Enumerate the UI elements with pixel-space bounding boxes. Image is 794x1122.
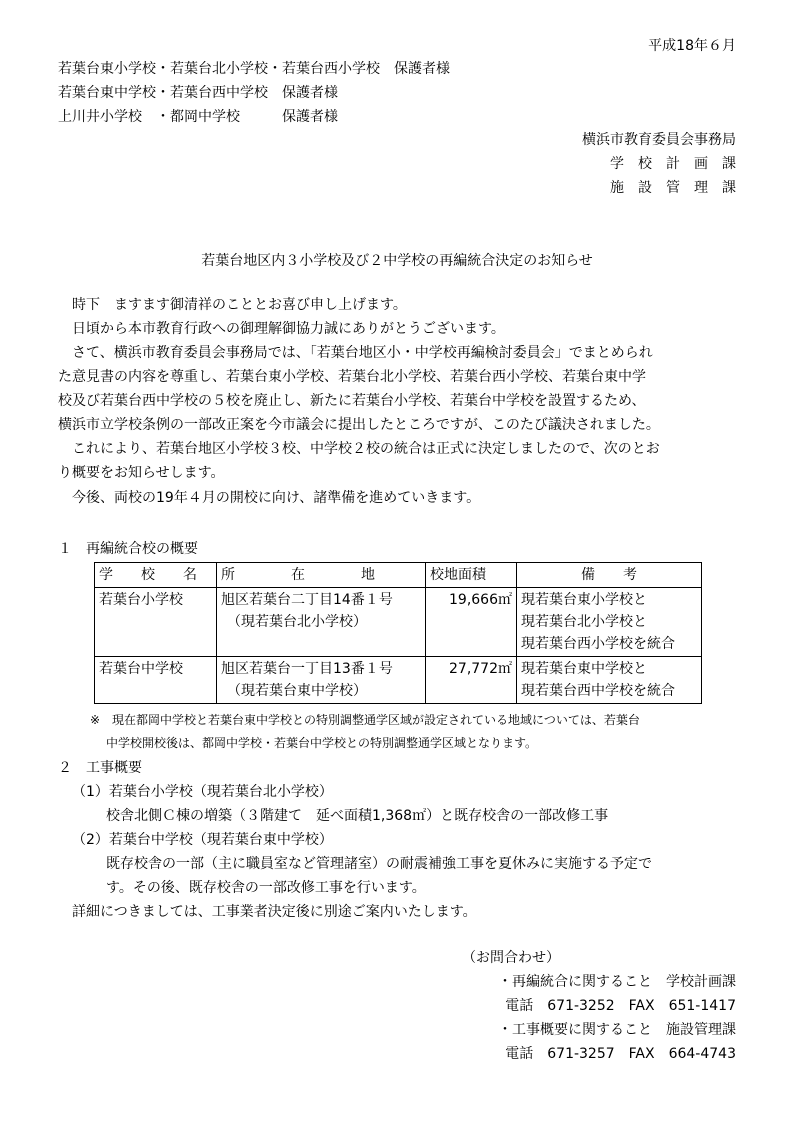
note-line: 現若葉台西中学校を統合 (521, 683, 675, 699)
section-2-heading: ２ 工事概要 (58, 760, 142, 776)
work-item-1-text: 校舎北側Ｃ棟の増築（３階建て 延べ面積1,368㎡）と既存校舎の一部改修工事 (106, 808, 609, 824)
header-school-name: 学 校 名 (95, 563, 217, 588)
recipient-line-2: 若葉台東中学校・若葉台西中学校 保護者様 (58, 85, 338, 101)
body-line: さて、横浜市教育委員会事務局では、「若葉台地区小・中学校再編検討委員会」でまとめられ (58, 345, 653, 361)
contact-line-1: ・再編統合に関すること 学校計画課 (498, 974, 736, 990)
header-area: 校地面積 (426, 563, 517, 588)
body-line: 横浜市立学校条例の一部改正案を今市議会に提出したところですが、このたび議決されました。 (58, 417, 660, 433)
table-row (95, 588, 702, 657)
document-title: 若葉台地区内３小学校及び２中学校の再編統合決定のお知らせ (201, 253, 593, 269)
body-line: 今後、両校の19年４月の開校に向け、諸準備を進めていきます。 (58, 490, 481, 506)
work-item-2-title: （2）若葉台中学校（現若葉台東中学校） (72, 832, 333, 848)
school-note (517, 657, 702, 704)
sender-dept-1: 学 校 計 画 課 (610, 156, 736, 172)
school-note (517, 588, 702, 657)
work-item-2-text-2: す。その後、既存校舎の一部改修工事を行います。 (106, 880, 426, 896)
school-address (217, 588, 426, 657)
header-address: 所 在 地 (217, 563, 426, 588)
site-area: 19,666㎡ (426, 588, 517, 657)
note-line: 現若葉台西小学校を統合 (521, 636, 675, 652)
overview-table (94, 562, 702, 704)
header-note: 備 考 (517, 563, 702, 588)
address-line: 旭区若葉台二丁目14番１号 (221, 592, 393, 608)
table-row (95, 657, 702, 704)
body-line: 時下 ますます御清祥のこととお喜び申し上げます。 (58, 297, 407, 313)
address-line: （現若葉台北小学校） (227, 614, 367, 630)
note-line: 現若葉台北小学校と (521, 614, 647, 630)
footnote-line-1: ※ 現在都岡中学校と若葉台東中学校との特別調整通学区域が設定されている地域については、若葉台 (90, 713, 640, 727)
address-line: （現若葉台東中学校） (227, 683, 367, 699)
body-line: 日頃から本市教育行政への御理解御協力誠にありがとうございます。 (58, 321, 505, 337)
body-line: 校及び若葉台西中学校の５校を廃止し、新たに若葉台小学校、若葉台中学校を設置するため、 (58, 393, 646, 409)
body-line: た意見書の内容を尊重し、若葉台東小学校、若葉台北小学校、若葉台西小学校、若葉台東中学 (58, 369, 646, 385)
closing-text: 詳細につきましては、工事業者決定後に別途ご案内いたします。 (72, 904, 477, 920)
note-line: 現若葉台東中学校と (521, 661, 647, 677)
section-1-heading: １ 再編統合校の概要 (58, 541, 198, 557)
contact-heading: （お問合わせ） (462, 950, 560, 966)
recipient-line-3: 上川井小学校 ・都岡中学校 保護者様 (58, 109, 338, 125)
recipient-line-1: 若葉台東小学校・若葉台北小学校・若葉台西小学校 保護者様 (58, 61, 450, 77)
school-name: 若葉台中学校 (95, 657, 217, 704)
body-line: り概要をお知らせします。 (58, 465, 225, 481)
contact-line-2: 電話 671-3252 FAX 651-1417 (505, 998, 736, 1014)
address-line: 旭区若葉台一丁目13番１号 (221, 661, 393, 677)
site-area: 27,772㎡ (426, 657, 517, 704)
work-item-2-text-1: 既存校舎の一部（主に職員室など管理諸室）の耐震補強工事を夏休みに実施する予定で (106, 856, 652, 872)
sender-org: 横浜市教育委員会事務局 (582, 132, 736, 148)
contact-line-4: 電話 671-3257 FAX 664-4743 (505, 1046, 736, 1062)
school-address (217, 657, 426, 704)
contact-line-3: ・工事概要に関すること 施設管理課 (498, 1022, 736, 1038)
date: 平成18年６月 (648, 38, 736, 54)
body-line: これにより、若葉台地区小学校３校、中学校２校の統合は正式に決定しましたので、次のとお (58, 441, 660, 457)
work-item-1-title: （1）若葉台小学校（現若葉台北小学校） (72, 784, 333, 800)
table-header-row (95, 563, 702, 588)
sender-dept-2: 施 設 管 理 課 (610, 180, 736, 196)
footnote-line-2: 中学校開校後は、都岡中学校・若葉台中学校との特別調整通学区域となります。 (106, 736, 538, 750)
note-line: 現若葉台東小学校と (521, 592, 647, 608)
school-name: 若葉台小学校 (95, 588, 217, 657)
